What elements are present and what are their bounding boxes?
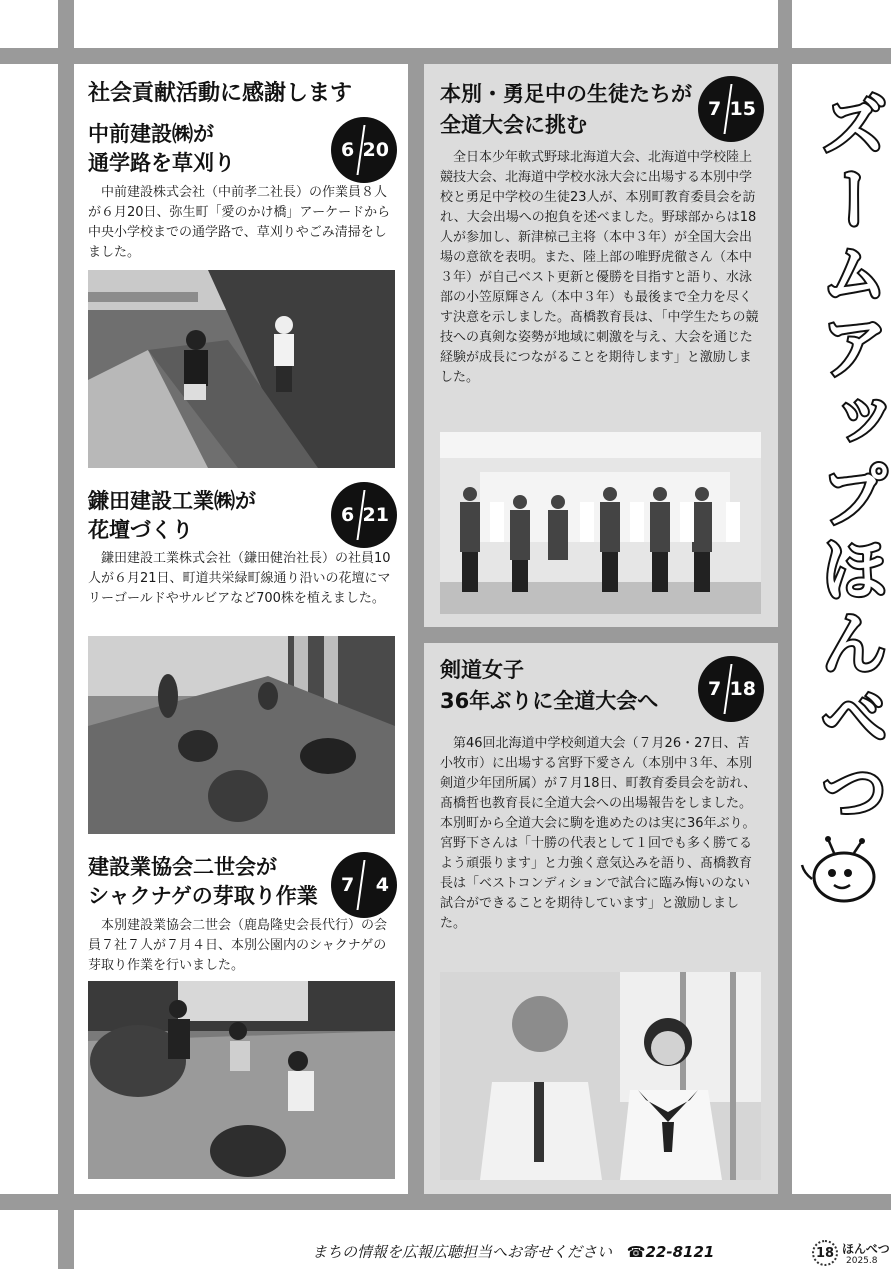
right-article-1-photo [440,432,761,614]
left-column-heading: 社会貢献活動に感謝します [88,81,353,106]
page-number-badge [812,1240,838,1266]
article-2-photo [88,636,395,834]
photo-flower-bed [88,636,395,834]
right-column-gap-bar [408,627,792,643]
article-2-title-line1: 鎌田建設工業㈱が [88,489,256,513]
right-article-2-title-line2: 36年ぶりに全道大会へ [440,689,659,713]
date-day: 21 [362,504,389,526]
footer-notice-text: まちの情報を広報広聴担当へお寄せください [312,1243,613,1261]
date-month: 6 [341,139,355,161]
right-article-1-title-line2: 全道大会に挑む [440,113,587,137]
article-3-date-badge [331,852,397,918]
frame-left-bar [58,0,74,1269]
date-day: 18 [729,678,756,700]
article-2-date-badge [331,482,397,548]
article-1-body: 中前建設株式会社（中前孝二社長）の作業員８人が６月20日、弥生町「愛のかけ橋」アーケードから中央小学校までの通学路で、草刈りやごみ清掃をしました。 [88,185,391,260]
article-3-title-line2: シャクナゲの芽取り作業 [88,884,318,908]
photo-grass-cutting [88,270,395,468]
photo-group-students [440,432,761,614]
frame-top-bar [0,48,891,64]
article-1-title-line1: 中前建設㈱が [88,122,214,146]
article-1-date-badge [331,117,397,183]
right-article-1-body: 全日本少年軟式野球北海道大会、北海道中学校陸上競技大会、北海道中学校水泳大会に出場する本別中学校と勇足中学校の生徒23人が、本別町教育委員会を訪れ、大会出場への抱負を述べました。野球部からは18人が参加し、新津椋己主将（本中３年）が全国大会出場の意欲を表明。また、陸上部の唯野虎徹さん（本中３年）が自己ベスト更新と優勝を目指すと語り、水泳部の小笠原輝さん（本中３年）も最後まで全力を尽くす決意を示しました。髙橋教育長は、「中学生たちの競技への真剣な姿勢が地域に刺激を与え、大会を通じた経験が成長につながることを期待します」と激励しました。 [440,150,759,385]
side-title: ズームアップほんべつ [809,90,888,830]
article-3-title-line1: 建設業協会二世会が [88,855,277,879]
right-article-2-title-line1: 剣道女子 [440,658,524,682]
page-number: 18 [815,1245,835,1261]
date-month: 7 [341,874,355,896]
right-article-1-date-badge [698,76,764,142]
footer-phone: ☎22-8121 [626,1243,715,1261]
photo-kendo-student-and-superintendent [440,972,761,1180]
date-month: 6 [341,504,355,526]
article-2-title-line2: 花壇づくり [88,518,193,542]
date-month: 7 [708,678,722,700]
frame-bottom-bar [0,1194,891,1210]
photo-rhododendron-work [88,981,395,1179]
right-article-2-date-badge [698,656,764,722]
date-month: 7 [708,98,722,120]
date-day: 20 [362,139,389,161]
mascot-character [800,835,880,905]
issue-date: 2025.8 [846,1256,878,1266]
article-3-photo [88,981,395,1179]
right-article-2-body: 第46回北海道中学校剣道大会（７月26・27日、苫小牧市）に出場する宮野下愛さん（本別中３年、本別剣道少年団所属）が７月18日、町教育委員会を訪れ、髙橋哲也教育長に全道大会への出場報告をしました。本別町から全道大会に駒を進めたのは実に36年ぶり。宮野下さんは「十勝の代表として１回でも多く勝てるよう頑張ります」と力強く意気込みを語り、髙橋教育長は「ベストコンディションで試合に臨み悔いのない試合ができることを期待しています」と激励しました。 [440,736,757,931]
article-1-photo [88,270,395,468]
right-article-1-title-line1: 本別・勇足中の生徒たちが [440,82,692,106]
date-day: 15 [729,98,756,120]
magazine-name: ほんべつ [842,1242,890,1256]
article-3-body: 本別建設業協会二世会（鹿島隆史会長代行）の会員７社７人が７月４日、本別公園内のシャクナゲの芽取り作業を行いました。 [88,918,388,973]
frame-right-bar [778,0,792,1210]
article-1-title-line2: 通学路を草刈り [88,151,235,175]
date-separator [356,860,365,910]
mascot-icon [800,835,880,905]
date-day: 4 [375,874,389,896]
footer-notice [312,1241,714,1262]
article-2-body: 鎌田建設工業株式会社（鎌田健治社長）の社員10人が６月21日、町道共栄緑町線通り沿いの花壇にマリーゴールドやサルビアなど700株を植えました。 [88,551,391,606]
right-article-2-photo [440,972,761,1180]
